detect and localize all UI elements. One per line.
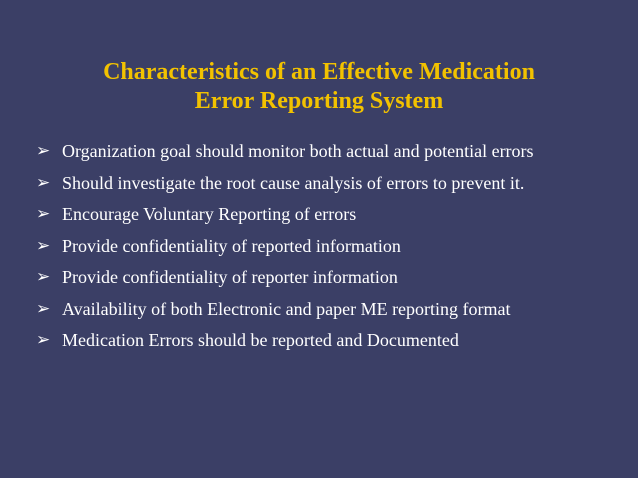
arrow-bullet-icon: ➢ [36, 330, 51, 350]
bullet-text: Should investigate the root cause analysis of errors to prevent it. [62, 172, 525, 193]
bullet-item-3 [36, 203, 602, 226]
bullet-item-4 [36, 235, 602, 258]
arrow-bullet-icon: ➢ [36, 204, 51, 224]
slide-title-line-1: Characteristics of an Effective Medication [103, 59, 535, 85]
bullet-list [36, 140, 602, 361]
bullet-item-7 [36, 329, 602, 352]
arrow-bullet-icon: ➢ [36, 172, 51, 193]
bullet-text: Provide confidentiality of reporter information [62, 267, 398, 287]
arrow-bullet-icon: ➢ [36, 267, 51, 287]
arrow-bullet-icon: ➢ [36, 235, 51, 256]
bullet-text: Organization goal should monitor both actual and potential errors [62, 141, 534, 161]
bullet-text: Encourage Voluntary Reporting of errors [62, 204, 357, 224]
slide-title [40, 58, 598, 116]
bullet-item-2 [36, 172, 602, 195]
bullet-item-5 [36, 266, 602, 289]
arrow-bullet-icon: ➢ [36, 298, 51, 319]
bullet-item-1 [36, 140, 602, 163]
bullet-text: Availability of both Electronic and paper ME reporting format [62, 298, 511, 319]
bullet-text: Provide confidentiality of reported information [62, 235, 401, 256]
arrow-bullet-icon: ➢ [36, 141, 51, 161]
bullet-text: Medication Errors should be reported and Documented [62, 330, 459, 350]
bullet-item-6 [36, 298, 602, 321]
slide-title-line-2: Error Reporting System [194, 88, 444, 114]
